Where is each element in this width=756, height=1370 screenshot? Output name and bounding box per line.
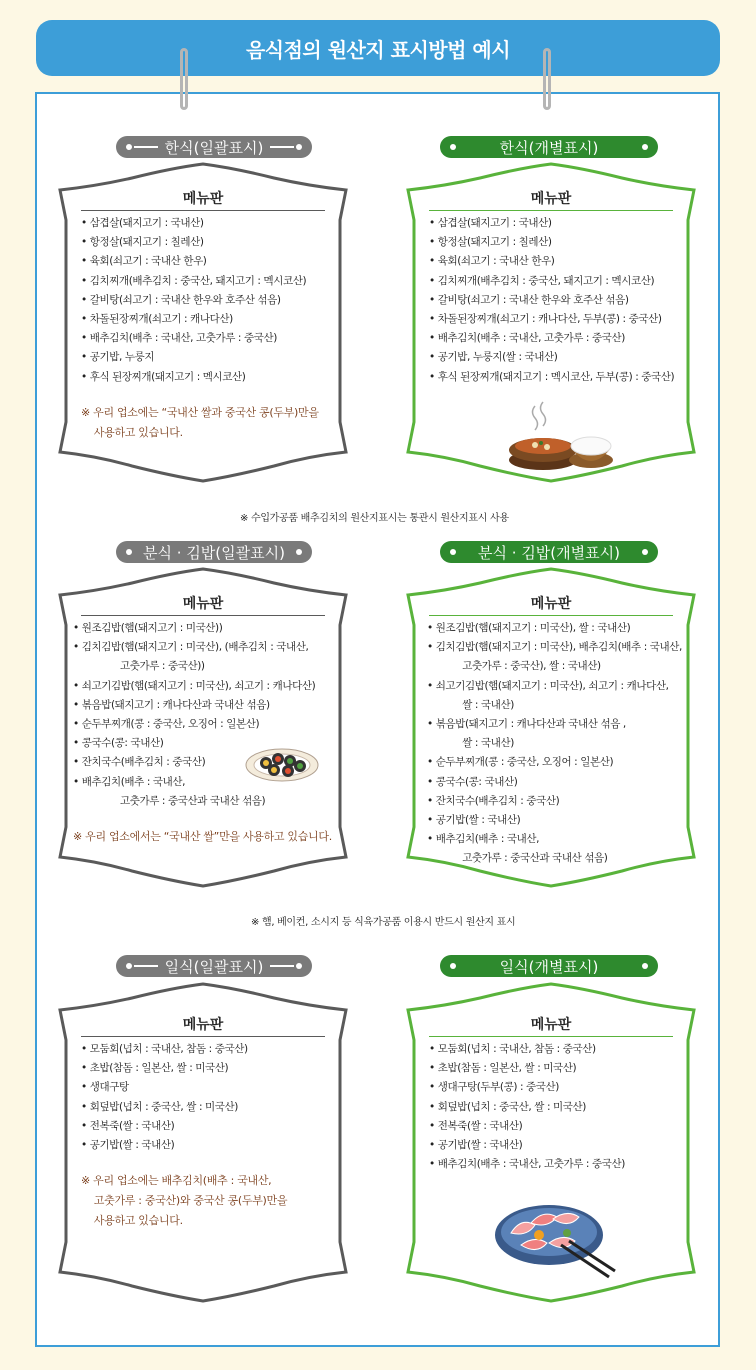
list-item: • 김치김밥(햄(돼지고기 : 미국산), 배추김치(배추 : 국내산, [427, 641, 682, 654]
binder-ring-right [543, 48, 551, 110]
list-item: • 원조김밥(햄(돼지고기 : 미국산)) [73, 622, 223, 634]
list-item: • 공기밥, 누룽지(쌀 : 국내산) [429, 351, 558, 364]
list-item: • 전복죽(쌀 : 국내산) [81, 1119, 175, 1132]
list-item: • 후식 된장찌개(돼지고기 : 멕시코산, 두부(콩) : 중국산) [429, 370, 675, 383]
stew-rice-illustration [505, 398, 615, 478]
label-japanese-bulk: 일식(일괄표시) [116, 955, 312, 977]
list-item: • 볶음밥(돼지고기 : 캐나다산과 국내산 섞음) [73, 698, 270, 711]
list-item: • 배추김치(배추 : 국내산, 고춧가루 : 중국산) [81, 332, 277, 345]
list-item: • 삼겹살(돼지고기 : 국내산) [81, 217, 204, 229]
list-item: • 육회(쇠고기 : 국내산 한우) [429, 255, 555, 268]
list-item: • 공기밥(쌀 : 국내산) [81, 1139, 175, 1152]
list-item: • 생대구탕 [81, 1081, 129, 1094]
label-korean-individual: 한식(개별표시) [440, 136, 658, 158]
list-item: • 회덮밥(넙치 : 중국산, 쌀 : 미국산) [429, 1100, 586, 1113]
menu-list [81, 214, 329, 387]
list-item: • 잔치국수(배추김치 : 중국산) [73, 756, 206, 769]
list-item: • 콩국수(콩: 국내산) [427, 775, 518, 788]
list-item: • 쇠고기김밥(햄(돼지고기 : 미국산), 쇠고기 : 캐나다산) [73, 679, 316, 692]
menu-list [429, 1040, 677, 1174]
page-title: 음식점의 원산지 표시방법 예시 [245, 37, 511, 62]
menu-list [427, 619, 689, 869]
list-item: • 배추김치(배추 : 국내산, [427, 833, 540, 846]
menu-board-japanese-individual [405, 980, 697, 1305]
menu-board-korean-individual [405, 160, 697, 485]
list-item: • 김치찌개(배추김치 : 중국산, 돼지고기 : 멕시코산) [429, 274, 655, 287]
list-item: • 초밥(참돔 : 일본산, 쌀 : 미국산) [81, 1062, 229, 1075]
list-item: • 모둠회(넙치 : 국내산, 참돔 : 중국산) [81, 1043, 248, 1055]
list-item: • 배추김치(배추 : 국내산, 고춧가루 : 중국산) [429, 1158, 625, 1171]
list-item: • 항정살(돼지고기 : 칠레산) [429, 236, 552, 249]
list-item: • 공기밥, 누룽지 [81, 351, 155, 364]
menu-title: 메뉴판 [182, 596, 224, 612]
menu-title: 메뉴판 [530, 1017, 572, 1033]
list-item: • 공기밥(쌀 : 국내산) [429, 1139, 523, 1152]
header-banner [36, 20, 720, 76]
menu-title: 메뉴판 [530, 596, 572, 612]
menu-title: 메뉴판 [182, 1017, 224, 1033]
list-item: • 볶음밥(돼지고기 : 캐나다산과 국내산 섞음 , [427, 718, 626, 731]
label-korean-bulk: 한식(일괄표시) [116, 136, 312, 158]
list-item: • 차돌된장찌개(쇠고기 : 캐나다산) [81, 313, 233, 326]
list-item: • 후식 된장찌개(돼지고기 : 멕시코산) [81, 370, 246, 383]
footnote-2: ※ 햄, 베이컨, 소시지 등 식육가공품 이용시 반드시 원산지 표시 [251, 917, 516, 928]
list-item: • 공기밥(쌀 : 국내산) [427, 814, 521, 827]
list-item: 고춧가루 : 중국산과 국내산 섞음) [73, 794, 266, 807]
menu-title: 메뉴판 [530, 191, 572, 207]
list-item: • 모둠회(넙치 : 국내산, 참돔 : 중국산) [429, 1043, 596, 1055]
list-item: • 회덮밥(넙치 : 중국산, 쌀 : 미국산) [81, 1100, 238, 1113]
menu-board-japanese-bulk [57, 980, 349, 1305]
label-snack-bulk: 분식 · 김밥(일괄표시) [116, 541, 312, 563]
list-item: • 콩국수(콩: 국내산) [73, 737, 164, 750]
list-item: • 갈비탕(쇠고기 : 국내산 한우와 호주산 섞음) [429, 293, 629, 306]
list-item: • 배추김치(배추 : 국내산, [73, 775, 186, 788]
footnote-1: ※ 수입가공품 배추김치의 원산지표시는 통관시 원산지표시 사용 [240, 513, 509, 524]
menu-note: ※ 우리 업소에서는 “국내산 쌀”만을 사용하고 있습니다. [73, 830, 332, 844]
list-item: • 초밥(참돔 : 일본산, 쌀 : 미국산) [429, 1062, 577, 1075]
list-item: • 생대구탕(두부(콩) : 중국산) [429, 1081, 559, 1094]
list-item: • 김치김밥(햄(돼지고기 : 미국산), (배추김치 : 국내산, [73, 641, 309, 654]
gimbap-plate-illustration [244, 743, 320, 783]
menu-list [81, 1040, 329, 1155]
sashimi-plate-illustration [491, 1185, 621, 1285]
menu-list [429, 214, 677, 387]
list-item: • 순두부찌개(콩 : 중국산, 오징어 : 일본산) [73, 718, 260, 731]
list-item: 고춧가루 : 중국산), 쌀 : 국내산) [427, 660, 601, 673]
list-item: 쌀 : 국내산) [427, 698, 514, 711]
list-item: • 삼겹살(돼지고기 : 국내산) [429, 217, 552, 229]
list-item: • 육회(쇠고기 : 국내산 한우) [81, 255, 207, 268]
list-item: 고춧가루 : 중국산과 국내산 섞음) [427, 852, 608, 865]
list-item: • 잔치국수(배추김치 : 중국산) [427, 794, 560, 807]
list-item: • 쇠고기김밥(햄(돼지고기 : 미국산), 쇠고기 : 캐나다산, [427, 679, 669, 692]
list-item: 쌀 : 국내산) [427, 737, 514, 750]
list-item: • 갈비탕(쇠고기 : 국내산 한우와 호주산 섞음) [81, 293, 281, 306]
binder-ring-left [180, 48, 188, 110]
menu-board-snack-individual [405, 565, 697, 890]
list-item: • 순두부찌개(콩 : 중국산, 오징어 : 일본산) [427, 756, 614, 769]
list-item: • 김치찌개(배추김치 : 중국산, 돼지고기 : 멕시코산) [81, 274, 307, 287]
list-item: • 차돌된장찌개(쇠고기 : 캐나다산, 두부(콩) : 중국산) [429, 313, 662, 326]
menu-board-snack-bulk [57, 565, 349, 890]
list-item: • 전복죽(쌀 : 국내산) [429, 1119, 523, 1132]
menu-note: ※ 우리 업소에는 배추김치(배추 : 국내산, 고춧가루 : 중국산)와 중국산 콩(두부)만을 사용하고 있습니다. [81, 1174, 288, 1228]
menu-board-korean-bulk [57, 160, 349, 485]
menu-title: 메뉴판 [182, 191, 224, 207]
list-item: • 배추김치(배추 : 국내산, 고춧가루 : 중국산) [429, 332, 625, 345]
menu-note: ※ 우리 업소에는 “국내산 쌀과 중국산 콩(두부)만을 사용하고 있습니다. [81, 405, 319, 439]
list-item: 고춧가루 : 중국산)) [73, 660, 205, 673]
label-japanese-individual: 일식(개별표시) [440, 955, 658, 977]
list-item: • 항정살(돼지고기 : 칠레산) [81, 236, 204, 249]
list-item: • 원조김밥(햄(돼지고기 : 미국산), 쌀 : 국내산) [427, 622, 631, 634]
label-snack-individual: 분식 · 김밥(개별표시) [440, 541, 658, 563]
